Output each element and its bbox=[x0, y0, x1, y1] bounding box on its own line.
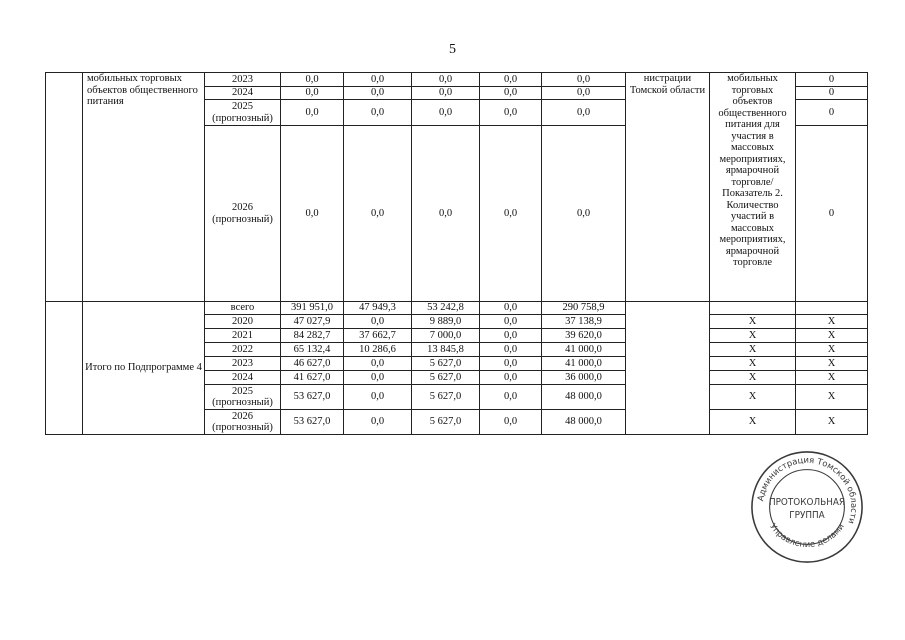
year-cell: 2020 bbox=[205, 315, 281, 329]
mark-cell bbox=[796, 302, 868, 315]
event-name-cell: мобильных торговых объектов общественного питания bbox=[83, 73, 205, 302]
value-cell: 0,0 bbox=[480, 385, 542, 410]
total-label-cell: Итого по Подпрограмме 4 bbox=[83, 302, 205, 435]
value-cell: 48 000,0 bbox=[542, 385, 626, 410]
target-cell: 0 bbox=[796, 73, 868, 87]
value-cell: 53 627,0 bbox=[281, 410, 344, 435]
value-cell: 47 949,3 bbox=[344, 302, 412, 315]
year-cell: 2024 bbox=[205, 87, 281, 100]
value-cell: 0,0 bbox=[412, 87, 480, 100]
stamp-ring-text: Администрация Томской области bbox=[755, 454, 860, 526]
mark-cell: X bbox=[796, 371, 868, 385]
responsible-cell bbox=[626, 302, 710, 435]
value-cell: 13 845,8 bbox=[412, 343, 480, 357]
year-cell: 2023 bbox=[205, 357, 281, 371]
mark-cell: X bbox=[710, 357, 796, 371]
value-cell: 0,0 bbox=[480, 87, 542, 100]
mark-cell: X bbox=[796, 357, 868, 371]
value-cell: 5 627,0 bbox=[412, 385, 480, 410]
mark-cell: X bbox=[796, 410, 868, 435]
value-cell: 0,0 bbox=[344, 357, 412, 371]
value-cell: 48 000,0 bbox=[542, 410, 626, 435]
mark-cell: X bbox=[710, 329, 796, 343]
value-cell: 0,0 bbox=[344, 410, 412, 435]
value-cell: 47 027,9 bbox=[281, 315, 344, 329]
value-cell: 0,0 bbox=[542, 73, 626, 87]
target-cell: 0 bbox=[796, 126, 868, 302]
value-cell: 0,0 bbox=[542, 100, 626, 126]
number-cell bbox=[46, 73, 83, 302]
year-cell: 2026 (прогнозный) bbox=[205, 126, 281, 302]
value-cell: 0,0 bbox=[344, 87, 412, 100]
value-cell: 0,0 bbox=[412, 100, 480, 126]
value-cell: 0,0 bbox=[480, 315, 542, 329]
mark-cell: X bbox=[710, 410, 796, 435]
year-cell: 2022 bbox=[205, 343, 281, 357]
value-cell: 0,0 bbox=[480, 371, 542, 385]
value-cell: 53 242,8 bbox=[412, 302, 480, 315]
value-cell: 0,0 bbox=[281, 73, 344, 87]
value-cell: 0,0 bbox=[542, 87, 626, 100]
value-cell: 9 889,0 bbox=[412, 315, 480, 329]
mark-cell: X bbox=[710, 371, 796, 385]
value-cell: 0,0 bbox=[480, 329, 542, 343]
value-cell: 0,0 bbox=[281, 100, 344, 126]
mark-cell: X bbox=[710, 385, 796, 410]
table-row bbox=[46, 302, 868, 315]
value-cell: 0,0 bbox=[281, 126, 344, 302]
year-cell: всего bbox=[205, 302, 281, 315]
stamp-center-line1: ПРОТОКОЛЬНАЯ bbox=[768, 497, 846, 509]
value-cell: 0,0 bbox=[344, 73, 412, 87]
value-cell: 5 627,0 bbox=[412, 357, 480, 371]
mark-cell: X bbox=[796, 385, 868, 410]
official-stamp bbox=[748, 448, 866, 566]
value-cell: 0,0 bbox=[480, 357, 542, 371]
value-cell: 391 951,0 bbox=[281, 302, 344, 315]
value-cell: 0,0 bbox=[480, 100, 542, 126]
year-cell: 2024 bbox=[205, 371, 281, 385]
year-cell: 2021 bbox=[205, 329, 281, 343]
indicator-cell: мобильных торговых объектов общественного питания для участия в массовых мероприятиях, ярмарочной торговле/ Показатель 2. Количество участий в массовых мероприятиях, ярмарочной торговле bbox=[710, 73, 796, 302]
value-cell: 0,0 bbox=[480, 126, 542, 302]
year-cell: 2023 bbox=[205, 73, 281, 87]
budget-table bbox=[45, 72, 868, 435]
value-cell: 0,0 bbox=[344, 385, 412, 410]
value-cell: 7 000,0 bbox=[412, 329, 480, 343]
value-cell: 36 000,0 bbox=[542, 371, 626, 385]
mark-cell bbox=[710, 302, 796, 315]
value-cell: 37 662,7 bbox=[344, 329, 412, 343]
mark-cell: X bbox=[796, 343, 868, 357]
value-cell: 46 627,0 bbox=[281, 357, 344, 371]
value-cell: 5 627,0 bbox=[412, 410, 480, 435]
value-cell: 0,0 bbox=[412, 126, 480, 302]
stamp-bottom-text: Управление делами bbox=[768, 521, 846, 550]
value-cell: 0,0 bbox=[480, 73, 542, 87]
value-cell: 0,0 bbox=[412, 73, 480, 87]
year-cell: 2026 (прогнозный) bbox=[205, 410, 281, 435]
value-cell: 0,0 bbox=[542, 126, 626, 302]
stamp-center-line2: ГРУППА bbox=[789, 509, 825, 521]
value-cell: 0,0 bbox=[281, 87, 344, 100]
mark-cell: X bbox=[796, 315, 868, 329]
page-number: 5 bbox=[449, 42, 456, 57]
value-cell: 5 627,0 bbox=[412, 371, 480, 385]
value-cell: 10 286,6 bbox=[344, 343, 412, 357]
mark-cell: X bbox=[710, 315, 796, 329]
value-cell: 41 000,0 bbox=[542, 357, 626, 371]
value-cell: 39 620,0 bbox=[542, 329, 626, 343]
value-cell: 37 138,9 bbox=[542, 315, 626, 329]
year-cell: 2025 (прогнозный) bbox=[205, 385, 281, 410]
value-cell: 290 758,9 bbox=[542, 302, 626, 315]
value-cell: 0,0 bbox=[480, 343, 542, 357]
value-cell: 0,0 bbox=[344, 315, 412, 329]
mark-cell: X bbox=[710, 343, 796, 357]
number-cell bbox=[46, 302, 83, 435]
table-row bbox=[46, 73, 868, 87]
value-cell: 41 000,0 bbox=[542, 343, 626, 357]
value-cell: 53 627,0 bbox=[281, 385, 344, 410]
value-cell: 0,0 bbox=[344, 126, 412, 302]
target-cell: 0 bbox=[796, 87, 868, 100]
value-cell: 0,0 bbox=[480, 302, 542, 315]
value-cell: 84 282,7 bbox=[281, 329, 344, 343]
mark-cell: X bbox=[796, 329, 868, 343]
value-cell: 0,0 bbox=[344, 100, 412, 126]
target-cell: 0 bbox=[796, 100, 868, 126]
year-cell: 2025 (прогнозный) bbox=[205, 100, 281, 126]
value-cell: 65 132,4 bbox=[281, 343, 344, 357]
value-cell: 0,0 bbox=[480, 410, 542, 435]
value-cell: 41 627,0 bbox=[281, 371, 344, 385]
responsible-cell: нистрации Томской области bbox=[626, 73, 710, 302]
value-cell: 0,0 bbox=[344, 371, 412, 385]
